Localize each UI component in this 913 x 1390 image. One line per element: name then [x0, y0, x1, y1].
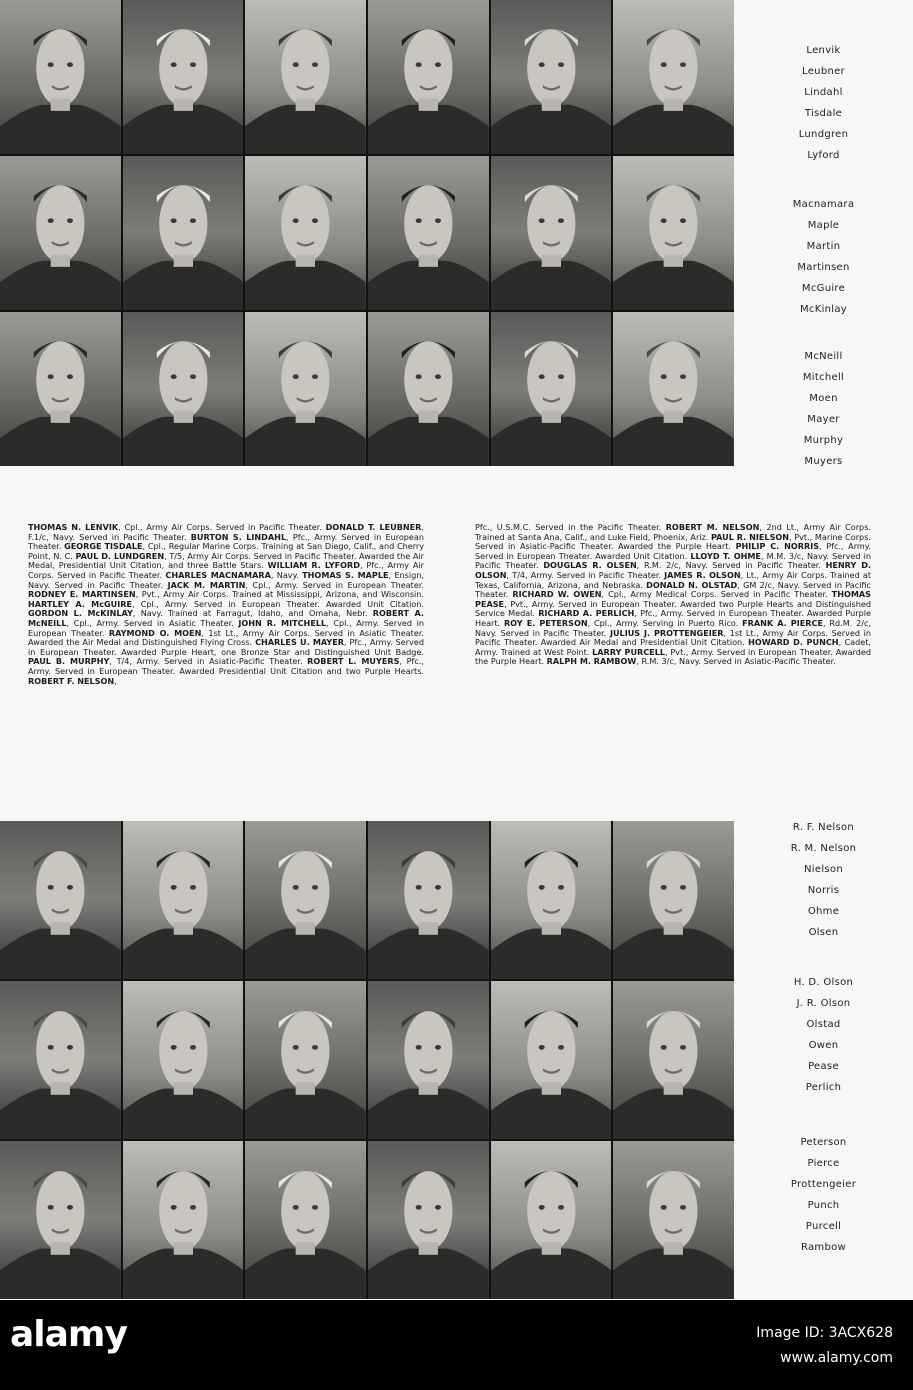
name-list-6	[734, 1132, 913, 1258]
name-list-2	[734, 194, 913, 320]
portrait-photo	[368, 312, 489, 466]
bio-name: JOHN R. MITCHELL	[238, 617, 327, 628]
portrait-photo	[0, 821, 121, 979]
bio-name: CHARLES MACNAMARA	[165, 569, 271, 580]
bio-text: , Pvt., Marine Corps. Served in Asiatic-Pacific Theater. Awarded the Purple Heart.	[475, 531, 871, 552]
bio-name: WILLIAM R. LYFORD	[267, 560, 360, 571]
portrait-photo	[245, 312, 366, 466]
bio-name: HARTLEY A. McGUIRE	[28, 598, 133, 609]
name-label: Pease	[808, 1061, 839, 1072]
portrait-photo	[491, 1141, 612, 1299]
name-label: Owen	[808, 1040, 839, 1051]
portrait-photo	[613, 0, 734, 154]
bio-text: , Navy. Trained at Farragut, Idaho, and Omaha, Nebr.	[132, 608, 373, 619]
portrait-photo	[613, 156, 734, 310]
bio-name: RAYMOND O. MOEN	[108, 627, 202, 638]
bio-name: RODNEY E. MARTINSEN	[28, 589, 136, 600]
watermark-url: www.alamy.com	[780, 1350, 893, 1366]
bio-text: , Cpl., Regular Marine Corps. Training at San Diego, Calif., and Cherry Point, N. C.	[28, 541, 425, 561]
name-label: Leubner	[802, 66, 845, 77]
name-label: Prottengeier	[790, 1179, 857, 1190]
bio-text: , Cpl., Army. Serving in Puerto Rico.	[587, 617, 743, 628]
portrait-photo	[491, 981, 612, 1139]
name-label: R. M. Nelson	[790, 843, 857, 854]
portrait-photo	[123, 156, 244, 310]
name-label: Olstad	[806, 1019, 841, 1030]
bio-name: THOMAS N. LENVIK	[28, 522, 119, 532]
portrait-photo	[0, 156, 121, 310]
bio-text: , Lt., Army Air Corps. Trained at Texas, California, Arizona, and Nebraska.	[475, 569, 871, 590]
name-label: Perlich	[805, 1082, 842, 1093]
bio-text: , Pfc., Army. Served in European Theater. Awarded Purple Heart, one Bronze Star and Distinguished Unit Badge.	[28, 637, 424, 657]
photo-grid-top	[0, 0, 734, 466]
name-label: Muyers	[804, 456, 843, 467]
bio-name: JAMES R. OLSON	[664, 569, 741, 580]
name-label: R. F. Nelson	[792, 822, 855, 833]
bio-name: PAUL D. LUNDGREN	[75, 550, 165, 561]
bio-name: RICHARD W. OWEN	[512, 589, 602, 600]
bio-name: ROY E. PETERSON	[503, 617, 588, 628]
bio-text: , Pvt., Army Air Corps. Trained at Mississippi, Arizona, and Wisconsin.	[135, 589, 425, 600]
bio-name: PAUL B. MURPHY	[28, 656, 110, 667]
portrait-photo	[491, 312, 612, 466]
bio-text: , Pfc., Army. Served in European Theater.	[28, 531, 425, 552]
portrait-photo	[245, 1141, 366, 1299]
name-label: McKinlay	[799, 304, 848, 315]
bio-text: , Cpl., Army. Served in European Theater. Awarded Unit Citation.	[132, 598, 424, 609]
portrait-photo	[0, 1141, 121, 1299]
name-label: Murphy	[803, 435, 844, 446]
portrait-photo	[613, 312, 734, 466]
bio-name: DOUGLAS R. OLSEN	[543, 560, 637, 571]
name-label: Moen	[809, 393, 838, 404]
bio-text: , Pfc., Army. Served in European Theater. Awarded Unit Citation.	[475, 541, 871, 561]
bio-text: , Cpl., Army Air Corps. Served in Pacific Theater.	[118, 522, 326, 532]
name-label: McGuire	[801, 283, 846, 294]
name-label: Nielson	[804, 864, 843, 875]
bio-text: , GM 2/c, Navy. Served in Pacific Theater.	[475, 579, 871, 600]
bio-text: , R.M. 2/c, Navy. Served in Pacific Theater.	[636, 560, 826, 571]
name-label: Lenvik	[806, 45, 841, 56]
bio-text: , T/4, Army. Served in Asiatic-Pacific Theater.	[109, 656, 308, 667]
name-label: Norris	[807, 885, 840, 896]
bio-text: , Navy.	[270, 569, 303, 580]
portrait-photo	[0, 981, 121, 1139]
portrait-photo	[123, 821, 244, 979]
name-label: Rambow	[800, 1242, 847, 1253]
bio-text: , M.M. 3/c, Navy. Served in Pacific Theater.	[475, 550, 871, 571]
bio-text: , Pfc., Army Air Corps. Served in Pacific Theater.	[28, 560, 424, 580]
bio-column-right	[475, 523, 871, 667]
name-label: Pierce	[807, 1158, 840, 1169]
name-label: Lindahl	[804, 87, 843, 98]
portrait-photo	[123, 312, 244, 466]
portrait-photo	[0, 0, 121, 154]
bio-name: ROBERT F. NELSON	[28, 675, 115, 686]
name-label: Lundgren	[798, 129, 849, 140]
portrait-photo	[123, 0, 244, 154]
bio-text: , Pvt., Army. Served in European Theater. Awarded two Purple Hearts and Distinguished Service Medal.	[475, 598, 871, 619]
bio-name: CHARLES U. MAYER	[255, 637, 345, 648]
bio-name: BURTON S. LINDAHL	[190, 531, 287, 542]
name-label: Mayer	[807, 414, 840, 425]
bio-text: , 1st Lt., Army Air Corps. Served in Asiatic Theater. Awarded the Air Medal and Distinguished Flying Cross.	[28, 627, 424, 648]
photo-grid-bottom	[0, 821, 734, 1299]
name-list-1	[734, 40, 913, 166]
portrait-photo	[245, 821, 366, 979]
portrait-photo	[613, 1141, 734, 1299]
name-label: Punch	[807, 1200, 840, 1211]
name-label: Macnamara	[792, 199, 855, 210]
bio-name: ROBERT L. MUYERS	[307, 656, 400, 667]
portrait-photo	[368, 0, 489, 154]
bio-text: ,	[114, 675, 117, 686]
portrait-photo	[245, 156, 366, 310]
bio-name: RICHARD A. PERLICH	[538, 608, 635, 619]
bio-name: GEORGE TISDALE	[64, 541, 143, 552]
bio-name: PHILIP C. NORRIS	[735, 541, 820, 552]
bio-column-left	[28, 523, 424, 686]
portrait-photo	[613, 981, 734, 1139]
name-label: Peterson	[800, 1137, 847, 1148]
bio-text: , 1st Lt., Army Air Corps. Served in Pacific Theater. Awarded Air Medal and Presidential Unit Citation.	[475, 627, 871, 648]
bio-name: RALPH M. RAMBOW	[546, 656, 637, 667]
bio-name: FRANK A. PIERCE	[742, 617, 823, 628]
portrait-photo	[0, 312, 121, 466]
bio-text: , T/4, Army. Served in Pacific Theater.	[506, 569, 665, 580]
bio-name: THOMAS PEASE	[475, 589, 871, 609]
bio-text: , Cadet, Army. Trained at West Point.	[475, 637, 871, 657]
name-label: Purcell	[805, 1221, 842, 1232]
portrait-photo	[245, 0, 366, 154]
bio-text: , Cpl., Army. Served in European Theater.	[28, 617, 424, 638]
bio-name: THOMAS S. MAPLE	[302, 569, 389, 580]
portrait-photo	[368, 156, 489, 310]
bio-name: HENRY D. OLSON	[475, 560, 871, 580]
bio-text: , Pfc., Army. Served in European Theater. Awarded Presidential Unit Citation and two Purple Hearts.	[28, 656, 424, 676]
bio-text: , Ensign, Navy. Served in Pacific Theater.	[28, 569, 424, 590]
bio-text: , Cpl., Army. Served in Asiatic Theater.	[66, 617, 239, 628]
bio-text: Pfc., U.S.M.C. Served in the Pacific Theater.	[475, 522, 666, 532]
bio-text: , Pfc., Army. Served in European Theater. Awarded Purple Heart.	[475, 608, 871, 628]
name-label: Martinsen	[797, 262, 850, 273]
watermark-brand: alamy	[10, 1314, 127, 1355]
name-label: Olsen	[808, 927, 839, 938]
bio-text: , T/5, Army Air Corps. Served in Pacific Theater. Awarded the Air Medal, Presidential Unit Citation, and three Battle Stars.	[28, 550, 424, 571]
bio-name: PAUL R. NIELSON	[710, 531, 790, 542]
portrait-photo	[123, 1141, 244, 1299]
portrait-photo	[491, 0, 612, 154]
name-label: H. D. Olson	[793, 977, 854, 988]
bio-text: , 2nd Lt., Army Air Corps. Trained at Santa Ana, Calif., and Luke Field, Phoenix, Ariz.	[475, 522, 871, 542]
name-label: Tisdale	[804, 108, 843, 119]
name-label: Maple	[807, 220, 840, 231]
name-list-4	[734, 817, 913, 943]
bio-text: , Cpl., Army. Served in European Theater.	[245, 579, 424, 590]
bio-name: DONALD N. OLSTAD	[646, 579, 738, 590]
portrait-photo	[245, 981, 366, 1139]
bio-name: HOWARD D. PUNCH	[748, 637, 839, 648]
watermark-bar	[0, 1300, 913, 1390]
bio-name: ROBERT M. NELSON	[665, 522, 760, 532]
name-label: Ohme	[807, 906, 840, 917]
portrait-photo	[368, 821, 489, 979]
portrait-photo	[123, 981, 244, 1139]
name-label: McNeill	[804, 351, 843, 362]
name-label: Mitchell	[802, 372, 845, 383]
bio-text: , Rd.M. 2/c, Navy. Served in Pacific Theater.	[475, 617, 872, 638]
name-list-5	[734, 972, 913, 1098]
portrait-photo	[613, 821, 734, 979]
portrait-photo	[491, 821, 612, 979]
bio-name: JULIUS J. PROTTENGEIER	[609, 627, 724, 638]
portrait-photo	[491, 156, 612, 310]
watermark-image-id: Image ID: 3ACX628	[756, 1325, 893, 1341]
bio-name: JACK M. MARTIN	[167, 579, 246, 590]
name-list-3	[734, 346, 913, 472]
name-label: J. R. Olson	[796, 998, 851, 1009]
bio-text: , Pvt., Army. Served in European Theater. Awarded the Purple Heart.	[475, 646, 871, 667]
portrait-photo	[368, 981, 489, 1139]
bio-name: DONALD T. LEUBNER	[325, 522, 422, 532]
name-label: Martin	[806, 241, 841, 252]
bio-name: LARRY PURCELL	[592, 646, 666, 657]
name-label: Lyford	[807, 150, 840, 161]
bio-name: LLOYD T. OHME	[690, 550, 761, 561]
bio-name: ROBERT A. McNEILL	[28, 608, 424, 628]
bio-text: , Cpl., Army Medical Corps. Served in Pacific Theater.	[601, 589, 832, 600]
bio-name: GORDON L. McKINLAY	[28, 608, 133, 619]
portrait-photo	[368, 1141, 489, 1299]
bio-text: , F.1/c, Navy. Served in Pacific Theater.	[28, 522, 424, 542]
bio-text: , R.M. 3/c, Navy. Served in Asiatic-Pacific Theater.	[636, 656, 836, 667]
